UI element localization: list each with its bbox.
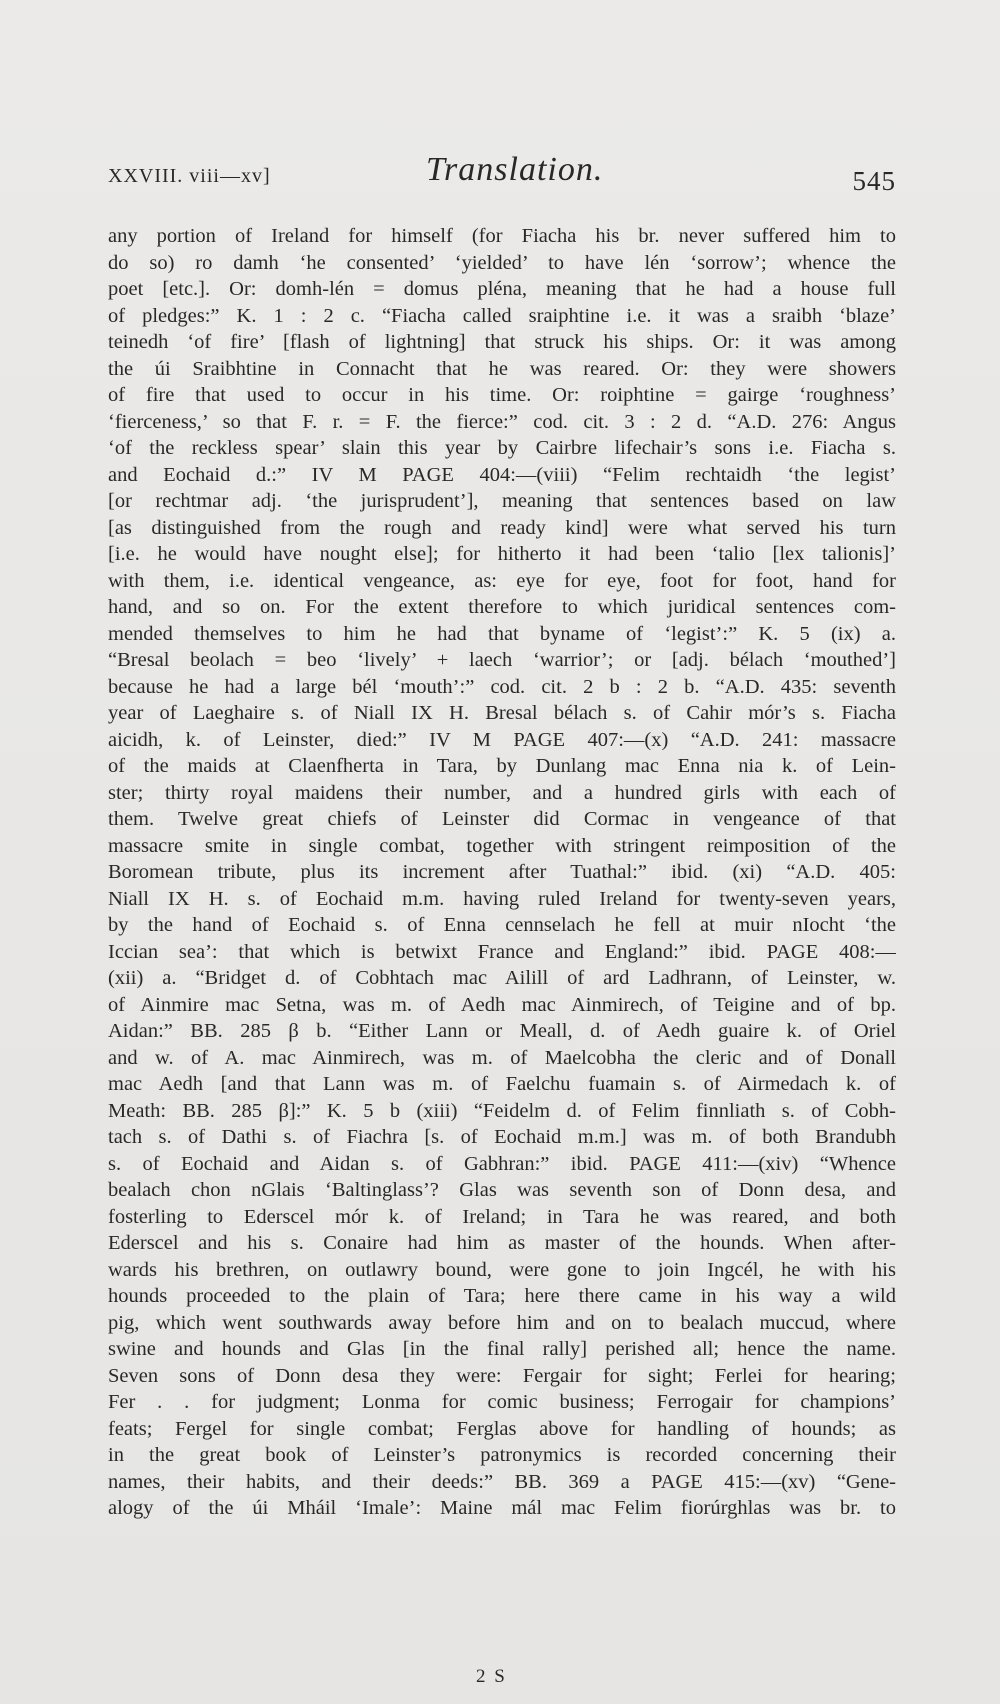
text-line: Seven sons of Donn desa they were: Fergair for sight; Ferlei for hearing; — [108, 1364, 896, 1387]
text-line: pig, which went southwards away before him and on to bealach muccud, where — [108, 1311, 896, 1334]
text-line: of fire that used to occur in his time. Or: roiphtine = gairge ‘roughness’ — [108, 384, 896, 406]
text-line: and w. of A. mac Ainmirech, was m. of Maelcobha the cleric and of Donall — [108, 1046, 896, 1069]
text-line: poet [etc.]. Or: domh-lén = domus pléna, meaning that he had a house full — [108, 278, 896, 300]
text-line: of Ainmire mac Setna, was m. of Aedh mac Ainmirech, of Teigine and of bp. — [108, 993, 896, 1016]
text-line: feats; Fergel for single combat; Ferglas above for handling of hounds; as — [108, 1417, 896, 1440]
text-line: swine and hounds and Glas [in the final rally] perished all; hence the name. — [108, 1338, 896, 1360]
text-line: (xii) a. “Bridget d. of Cobhtach mac Ailill of ard Ladhrann, of Leinster, w. — [108, 967, 896, 989]
signature-mark: 2 S — [476, 1666, 507, 1687]
text-line: and Eochaid d.:” IV M PAGE 404:—(viii) “Felim rechtaidh ‘the legist’ — [108, 463, 896, 486]
text-line: [as distinguished from the rough and ready kind] were what served his turn — [108, 516, 896, 539]
text-line: alogy of the úi Mháil ‘Imale’: Maine mál mac Felim fiorúrghlas was br. to — [108, 1497, 896, 1519]
text-line: Fer . . for judgment; Lonma for comic business; Ferrogair for champions’ — [108, 1391, 896, 1413]
text-line: massacre smite in single combat, together with stringent reimposition of the — [108, 834, 896, 857]
text-line: bealach chon nGlais ‘Baltinglass’? Glas was seventh son of Donn desa, and — [108, 1179, 896, 1201]
text-line: “Bresal beolach = beo ‘lively’ + laech ‘warrior’; or [adj. bélach ‘mouthed’] — [108, 649, 896, 671]
text-line: any portion of Ireland for himself (for Fiacha his br. never suffered him to — [108, 225, 896, 247]
body-text — [108, 223, 896, 1522]
text-line: because he had a large bél ‘mouth’:” cod. cit. 2 b : 2 b. “A.D. 435: seventh — [108, 675, 896, 698]
text-line: hounds proceeded to the plain of Tara; here there came in his way a wild — [108, 1285, 896, 1307]
text-line: of the maids at Claenfherta in Tara, by Dunlang mac Enna nia k. of Lein- — [108, 755, 896, 777]
page-title: Translation. — [426, 151, 604, 188]
text-line: ‘of the reckless spear’ slain this year by Cairbre lifechair’s sons i.e. Fiacha s. — [108, 437, 896, 459]
text-line: of pledges:” K. 1 : 2 c. “Fiacha called sraiphtine i.e. it was a sraibh ‘blaze’ — [108, 304, 896, 327]
text-line: tach s. of Dathi s. of Fiachra [s. of Eochaid m.m.] was m. of both Brandubh — [108, 1126, 896, 1148]
text-line: Niall IX H. s. of Eochaid m.m. having ruled Ireland for twenty-seven years, — [108, 887, 896, 910]
text-line: s. of Eochaid and Aidan s. of Gabhran:” ibid. PAGE 411:—(xiv) “Whence — [108, 1152, 896, 1175]
text-line: [or rechtmar adj. ‘the jurisprudent’], meaning that sentences based on law — [108, 490, 896, 512]
text-line: with them, i.e. identical vengeance, as: eye for eye, foot for foot, hand for — [108, 569, 896, 592]
section-reference: XXVIII. viii—xv] — [108, 165, 271, 187]
text-line: do so) ro damh ‘he consented’ ‘yielded’ to have lén ‘sorrow’; whence the — [108, 251, 896, 274]
text-line: Ederscel and his s. Conaire had him as master of the hounds. When after- — [108, 1232, 896, 1254]
text-line: by the hand of Eochaid s. of Enna cennselach he fell at muir nIocht ‘the — [108, 914, 896, 936]
text-line: fosterling to Ederscel mór k. of Ireland; in Tara he was reared, and both — [108, 1205, 896, 1228]
text-line: names, their habits, and their deeds:” BB. 369 a PAGE 415:—(xv) “Gene- — [108, 1470, 896, 1493]
running-header — [108, 150, 896, 200]
text-line: hand, and so on. For the extent therefore to which juridical sentences com- — [108, 596, 896, 618]
text-line: Boromean tribute, plus its increment after Tuathal:” ibid. (xi) “A.D. 405: — [108, 861, 896, 883]
text-line: Aidan:” BB. 285 β b. “Either Lann or Meall, d. of Aedh guaire k. of Oriel — [108, 1020, 896, 1042]
page-number: 545 — [852, 166, 896, 196]
text-line: [i.e. he would have nought else]; for hitherto it had been ‘talio [lex talionis]’ — [108, 543, 896, 565]
text-line: year of Laeghaire s. of Niall IX H. Bresal bélach s. of Cahir mór’s s. Fiacha — [108, 702, 896, 724]
text-line: wards his brethren, on outlawry bound, were gone to join Ingcél, he with his — [108, 1258, 896, 1281]
text-line: ‘fierceness,’ so that F. r. = F. the fierce:” cod. cit. 3 : 2 d. “A.D. 276: Angus — [108, 410, 896, 433]
text-line: ster; thirty royal maidens their number, and a hundred girls with each of — [108, 781, 896, 804]
text-line: Iccian sea’: that which is betwixt France and England:” ibid. PAGE 408:— — [108, 940, 896, 963]
text-line: aicidh, k. of Leinster, died:” IV M PAGE 407:—(x) “A.D. 241: massacre — [108, 728, 896, 751]
text-line: them. Twelve great chiefs of Leinster did Cormac in vengeance of that — [108, 808, 896, 830]
text-line: teinedh ‘of fire’ [flash of lightning] that struck his ships. Or: it was among — [108, 331, 896, 353]
text-line: the úi Sraibhtine in Connacht that he was reared. Or: they were showers — [108, 357, 896, 380]
text-line: in the great book of Leinster’s patronymics is recorded concerning their — [108, 1444, 896, 1466]
text-line: mac Aedh [and that Lann was m. of Faelchu fuamain s. of Airmedach k. of — [108, 1073, 896, 1095]
text-line: Meath: BB. 285 β]:” K. 5 b (xiii) “Feidelm d. of Felim finnliath s. of Cobh- — [108, 1099, 896, 1122]
text-line: mended themselves to him he had that byname of ‘legist’:” K. 5 (ix) a. — [108, 622, 896, 645]
